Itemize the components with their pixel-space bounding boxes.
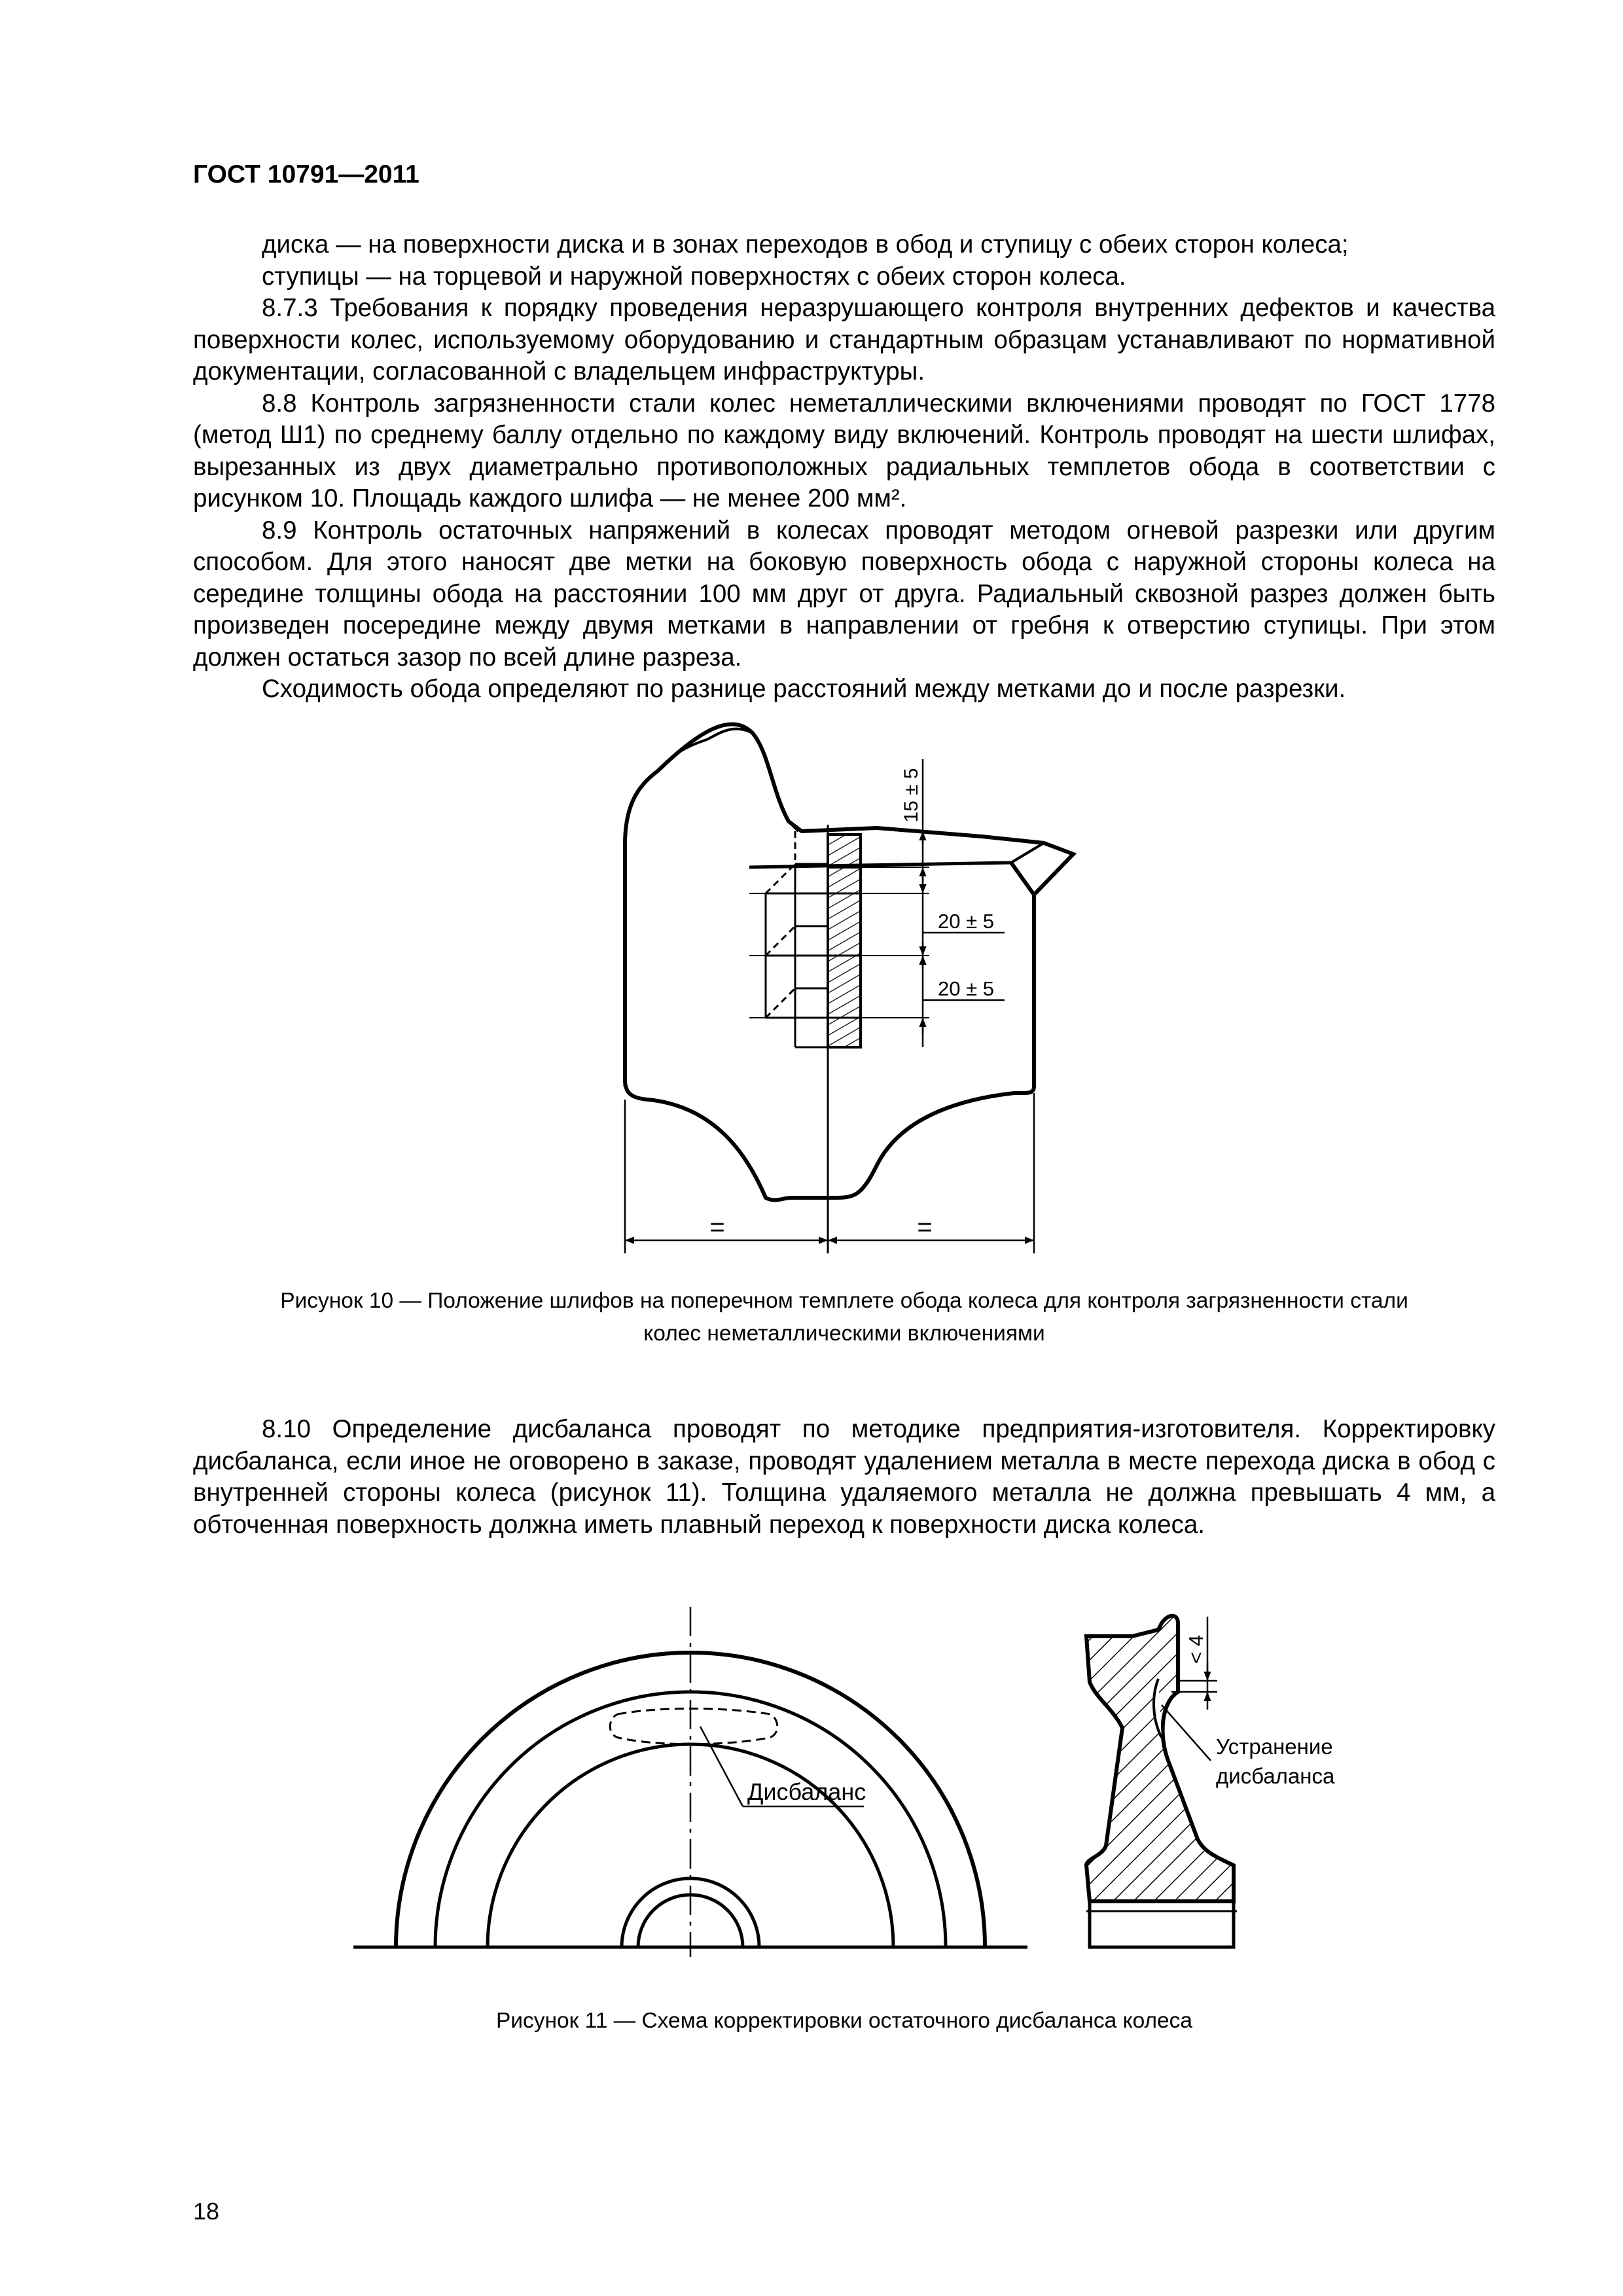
dim-20-label-bottom: 20 ± 5 bbox=[938, 977, 994, 1000]
paragraph-8-10: 8.10 Определение дисбаланса проводят по методике предприятия-изготовителя. Корректировку дисбаланса, если иное не оговорено в заказе, проводят удалением металла в месте перехода диска в обод с внутренней стороны колеса (рисунок 11). Толщина удаляемого металла не должна превышать 4 мм, а обточенная поверхность должна иметь плавный переход к поверхности диска колеса. bbox=[193, 1415, 1495, 1539]
figure-11-wheel-view bbox=[353, 1607, 1027, 1957]
figure-10-caption-line1: Рисунок 10 — Положение шлифов на поперечном темплете обода колеса для контроля загрязненности стали bbox=[280, 1289, 1408, 1313]
dim-15-label: 15 ± 5 bbox=[901, 768, 922, 823]
figure-10-specimen-cuts bbox=[749, 825, 929, 1253]
text-block-8-10 bbox=[193, 1414, 1495, 1541]
imbalance-label: Дисбаланс bbox=[747, 1778, 866, 1805]
paragraph: Сходимость обода определяют по разнице расстояний между метками до и после разрезки. bbox=[262, 675, 1346, 703]
dim-20-label-top: 20 ± 5 bbox=[938, 910, 994, 933]
figure-10-caption-line2: колес неметаллическими включениями bbox=[643, 1321, 1045, 1346]
paragraph: диска — на поверхности диска и в зонах переходов в обод и ступицу с обеих сторон колеса; bbox=[262, 230, 1349, 259]
page-number: 18 bbox=[193, 2198, 220, 2225]
paragraph-8-7-3: 8.7.3 Требования к порядку проведения неразрушающего контроля внутренних дефектов и качества поверхности колес, используемому оборудованию и стандартным образцам устанавливают по нормативной документации, согласованной с владельцем инфраструктуры. bbox=[193, 294, 1495, 386]
removal-label-line1: Устранение bbox=[1216, 1734, 1333, 1759]
figure-11-caption: Рисунок 11 — Схема корректировки остаточного дисбаланса колеса bbox=[495, 2009, 1193, 2033]
figure-11-cross-section bbox=[1086, 1616, 1237, 1947]
figure-10-caption bbox=[193, 1285, 1495, 1350]
paragraph: ступицы — на торцевой и наружной поверхностях с обеих сторон колеса. bbox=[262, 262, 1126, 291]
equal-sign-left: = bbox=[709, 1213, 725, 1242]
removal-label-line2: дисбаланса bbox=[1216, 1764, 1335, 1788]
equal-sign-right: = bbox=[917, 1213, 933, 1242]
paragraph-8-8: 8.8 Контроль загрязненности стали колес неметаллическими включениями проводят по ГОСТ 1778 (метод Ш1) по среднему баллу отдельно по каждому виду включений. Контроль проводят на шести шлифах, вырезанных из двух диаметрально противоположных радиальных темплетов обода в соответствии с рисунком 10. Площадь каждого шлифа — не менее 200 мм². bbox=[193, 389, 1495, 512]
dim-depth-label: < 4 bbox=[1185, 1635, 1207, 1664]
paragraph-8-9: 8.9 Контроль остаточных напряжений в колесах проводят методом огневой разрезки или другим способом. Для этого наносят две метки на боковую поверхность обода с наружной стороны колеса на середине толщины обода на расстоянии 100 мм друг от друга. Радиальный сквозной разрез должен быть произведен посередине между двумя метками в направлении от гребня к отверстию ступицы. При этом должен остаться зазор по всей длине разреза. bbox=[193, 516, 1495, 672]
document-header: ГОСТ 10791—2011 bbox=[193, 160, 419, 188]
